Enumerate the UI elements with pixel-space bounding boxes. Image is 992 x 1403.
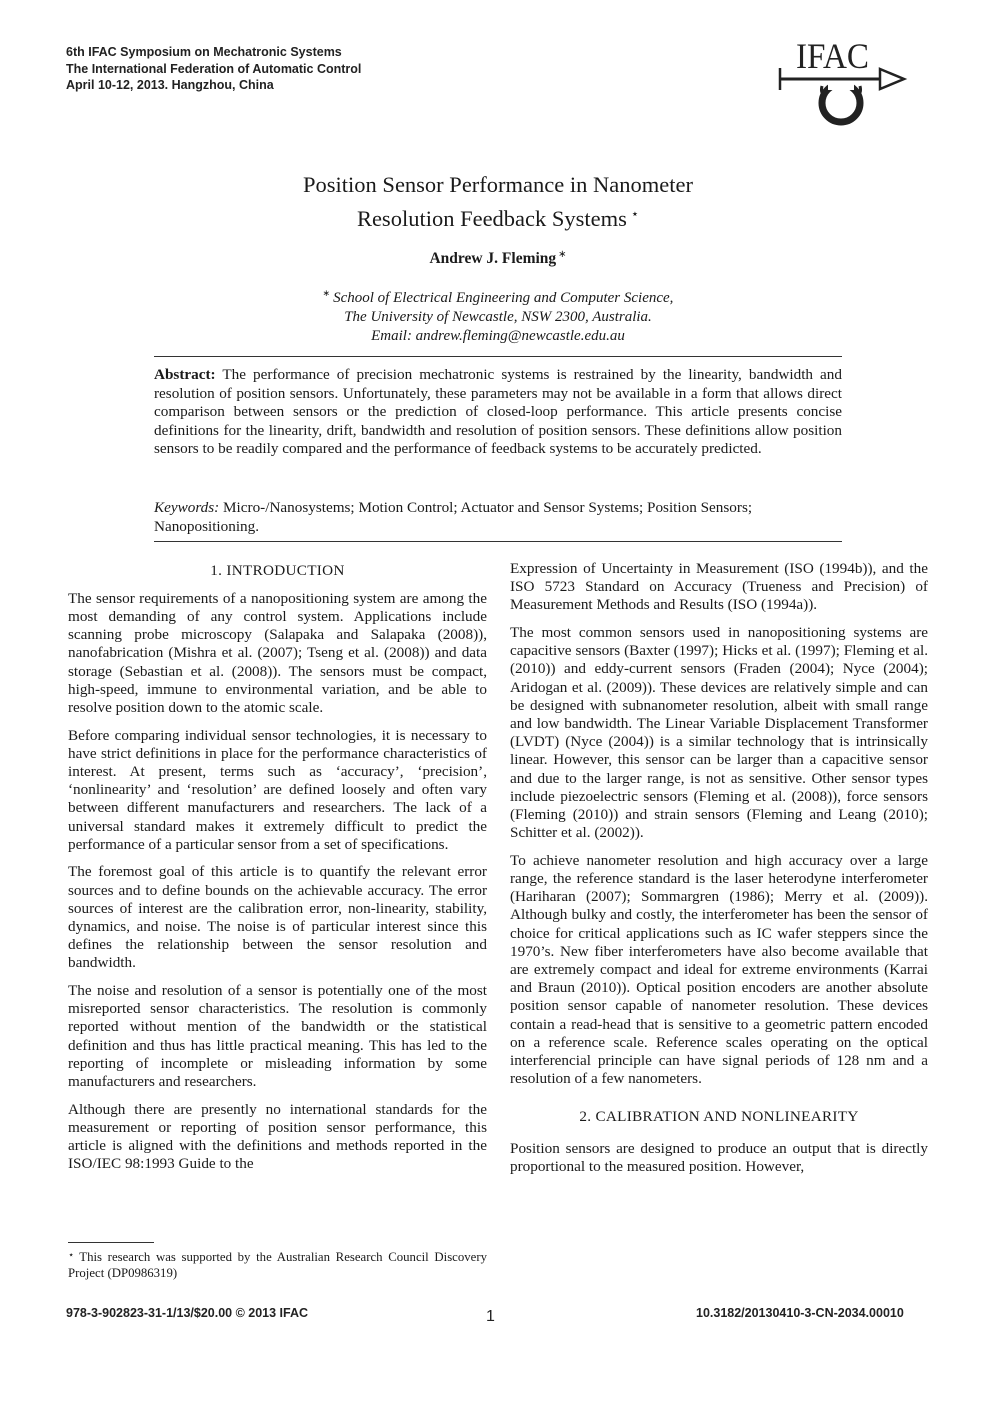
affiliation-line-2: The University of Newcastle, NSW 2300, Australia.: [344, 309, 652, 325]
author-name: Andrew J. Fleming: [429, 250, 557, 267]
right-column: [510, 560, 928, 1185]
intro-paragraph-1: The sensor requirements of a nanopositioning system are among the most demanding of any control system. Applications include scanning probe microscopy (Salapaka and Salapaka (2008)), nanofabrication (Mishra et al. (2007); Tseng et al. (2008)) and data storage (Sebastian et al. (2008)). The sensors must be compact, high-speed, immune to environmental variation, and be able to resolve position down to the atomic scale.: [68, 589, 487, 717]
intro-paragraph-6: Expression of Uncertainty in Measurement (ISO (1994b)), and the ISO 5723 Standard on Accuracy (Trueness and Precision) of Measurement Methods and Results (ISO (1994a)).: [510, 560, 928, 614]
author-mark: ∗: [558, 249, 567, 260]
section-2-heading: 2. CALIBRATION AND NONLINEARITY: [579, 1108, 859, 1126]
affiliation-line-1: School of Electrical Engineering and Computer Science,: [333, 290, 674, 306]
section-1-heading: 1. INTRODUCTION: [210, 562, 345, 579]
intro-paragraph-8: To achieve nanometer resolution and high accuracy over a large range, the reference standard is the laser heterodyne interferometer (Hariharan (2007); Sommargren (1986); Merry et al. (2009)). Although bulky and costly, the interferometer has been the sensor of choice for critical applications such as IC wafer steppers since the 1970’s. New fiber interferometers have also become available that are extremely compact and ideal for extreme environments (Karrai and Braun (2010)). Optical position encoders are another absolute position sensor capable of nanometer resolution. These devices contain a read-head that is sensitive to a geometric pattern encoded on a reference scale. Reference scales operating on the optical interferencial principle can have signal periods of 128 nm and a resolution of a few nanometers.: [510, 851, 928, 1088]
abstract-label: Abstract:: [154, 366, 216, 383]
page-number: 1: [486, 1308, 495, 1325]
abstract: [154, 366, 842, 459]
footnote-mark: ⋆: [68, 1250, 75, 1261]
abstract-bottom-rule: [154, 541, 842, 542]
conference-line-1: 6th IFAC Symposium on Mechatronic Systems: [66, 45, 342, 59]
keywords: [154, 499, 842, 536]
paper-title: [150, 170, 846, 233]
footer-doi: 10.3182/20130410-3-CN-2034.00010: [696, 1306, 904, 1320]
intro-paragraph-2: Before comparing individual sensor technologies, it is necessary to have strict definitions in place for the performance characteristics of interest. At present, terms such as ‘accuracy’, ‘precision’, ‘nonlinearity’ and ‘resolution’ are defined loosely and often vary between different manufacturers and researchers. The lack of a universal standard makes it extremely difficult to predict the performance of a particular sensor from a set of specifications.: [68, 726, 487, 853]
affiliation-email: Email: andrew.fleming@newcastle.edu.au: [371, 328, 625, 344]
footnote-text: This research was supported by the Australian Research Council Discovery Project (DP0986319): [68, 1250, 487, 1280]
intro-paragraph-3: The foremost goal of this article is to quantify the relevant error sources and to define bounds on the achievable accuracy. The error sources of interest are the calibration error, non-linearity, stability, dynamics, and noise. The noise is of particular interest since this defines the relationship between the sensor resolution and bandwidth.: [68, 863, 487, 972]
ifac-logo-text: IFAC: [796, 36, 870, 76]
affiliation-mark: ∗: [322, 288, 331, 298]
keywords-label: Keywords:: [154, 499, 220, 516]
author: [150, 245, 846, 269]
conference-line-2: The International Federation of Automatic Control: [66, 61, 362, 76]
calibration-paragraph-1: Position sensors are designed to produce an output that is directly proportional to the measured position. However,: [510, 1139, 928, 1175]
affiliation: [150, 284, 846, 346]
title-footnote-mark: ⋆: [630, 206, 640, 221]
abstract-top-rule: [154, 356, 842, 357]
intro-paragraph-5: Although there are presently no international standards for the measurement or reporting of position sensor performance, this article is aligned with the definitions and methods reported in the ISO/IEC 98:1993 Guide to the: [68, 1100, 487, 1173]
intro-paragraph-7: The most common sensors used in nanopositioning systems are capacitive sensors (Baxter (1997); Hicks et al. (1997); Fleming et al. (2010)) and eddy-current sensors (Fraden (2004); Nyce (2004); Aridogan et al. (2009)). These devices are relatively simple and can be designed with subnanometer resolution, albeit with small range and low bandwidth. The Linear Variable Displacement Transformer (LVDT) (Nyce (2004)) is a similar technology that is intrinsically linear. However, this sensor can be larger than a capacitive sensor and due to the larger range, is not as sensitive. Other sensor types include piezoelectric sensors (Fleming et al. (2008)), force sensors (Fleming (2010)) and strain sensors (Fleming and Leang (2010); Schitter et al. (2002)).: [510, 624, 928, 842]
keywords-text: Micro-/Nanosystems; Motion Control; Actuator and Sensor Systems; Position Sensors; Nanopositioning.: [154, 499, 753, 535]
intro-paragraph-4: The noise and resolution of a sensor is potentially one of the most misreported sensor characteristics. The resolution is commonly reported without mention of the bandwidth or the statistical definition and thus has little practical meaning. This has led to the reporting of incomplete or misleading information by some manufacturers and researchers.: [68, 982, 487, 1091]
title-line-1: Position Sensor Performance in Nanometer: [303, 172, 693, 197]
title-line-2: Resolution Feedback Systems: [356, 206, 627, 231]
ifac-logo: [778, 36, 908, 128]
footer-isbn: 978-3-902823-31-1/13/$20.00 © 2013 IFAC: [66, 1306, 309, 1320]
abstract-text: The performance of precision mechatronic systems is restrained by the linearity, bandwidth and resolution of position sensors. Unfortunately, these parameters may not be available in a form that allows direct comparison between sensors or the prediction of closed-loop performance. This article presents concise definitions for the linearity, drift, bandwidth and resolution of position sensors. These definitions allow position sensors to be readily compared and the performance of feedback systems to be accurately predicted.: [154, 366, 842, 457]
left-column: [68, 560, 487, 1183]
conference-line-3: April 10-12, 2013. Hangzhou, China: [66, 78, 274, 92]
conference-header: [66, 44, 361, 94]
footnote: [68, 1248, 487, 1281]
footnote-rule: [68, 1242, 154, 1243]
